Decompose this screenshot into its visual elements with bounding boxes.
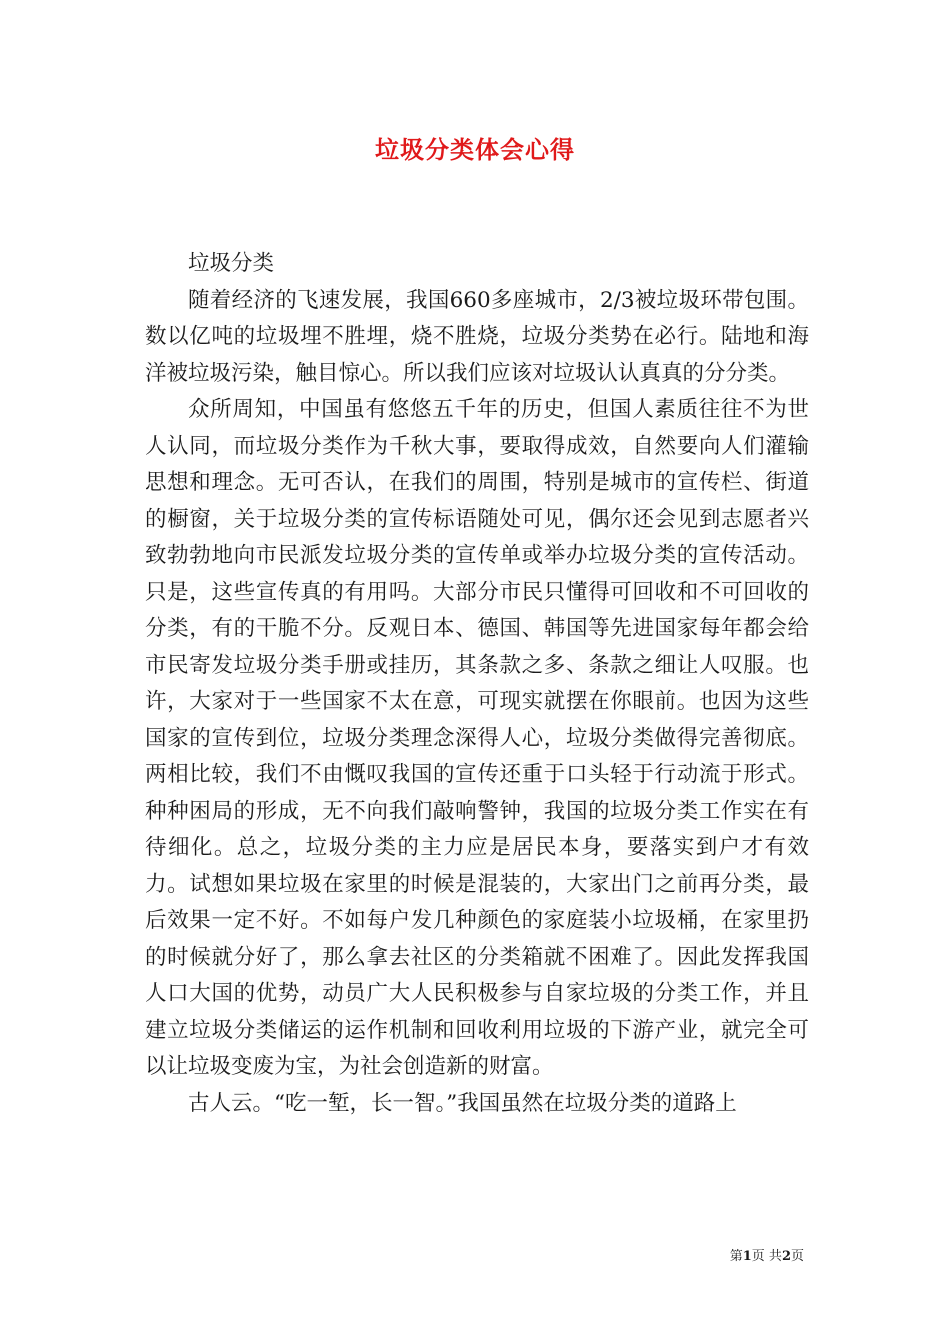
footer-middle: 页 共 — [751, 1249, 782, 1264]
footer-total-pages: 2 — [781, 1249, 791, 1264]
document-body — [145, 246, 809, 1122]
paragraph-heading: 垃圾分类 — [188, 251, 275, 276]
paragraph-closing: 古人云。“吃一堑，长一智。”我国虽然在垃圾分类的道路上 — [188, 1090, 737, 1116]
document-title: 垃圾分类体会心得 — [375, 135, 575, 164]
footer-current-page: 1 — [742, 1249, 752, 1264]
paragraph-intro: 随着经济的飞速发展，我国660多座城市，2/3被垃圾环带包围。数以亿吨的垃圾埋不胜埋，烧不胜烧，垃圾分类势在必行。陆地和海洋被垃圾污染，触目惊心。所以我们应该对垃圾认认真真的分分类。 — [145, 287, 809, 386]
footer-prefix: 第 — [729, 1249, 743, 1264]
page-number-footer — [730, 1245, 804, 1264]
paragraph-main: 众所周知，中国虽有悠悠五千年的历史，但国人素质往往不为世人认同，而垃圾分类作为千秋大事，要取得成效，自然要向人们灌输思想和理念。无可否认，在我们的周围，特别是城市的宣传栏、街道的橱窗，关于垃圾分类的宣传标语随处可见，偶尔还会见到志愿者兴致勃勃地向市民派发垃圾分类的宣传单或举办垃圾分类的宣传活动。只是，这些宣传真的有用吗。大部分市民只懂得可回收和不可回收的分类，有的干脆不分。反观日本、德国、韩国等先进国家每年都会给市民寄发垃圾分类手册或挂历，其条款之多、条款之细让人叹服。也许，大家对于一些国家不太在意，可现实就摆在你眼前。也因为这些国家的宣传到位，垃圾分类理念深得人心，垃圾分类做得完善彻底。两相比较，我们不由慨叹我国的宣传还重于口头轻于行动流于形式。种种困局的形成，无不向我们敲响警钟，我国的垃圾分类工作实在有待细化。总之，垃圾分类的主力应是居民本身，要落实到户才有效力。试想如果垃圾在家里的时候是混装的，大家出门之前再分类，最后效果一定不好。不如每户发几种颜色的家庭装小垃圾桶，在家里扔的时候就分好了，那么拿去社区的分类箱就不困难了。因此发挥我国人口大国的优势，动员广大人民积极参与自家垃圾的分类工作，并且建立垃圾分类储运的运作机制和回收利用垃圾的下游产业，就完全可以让垃圾变废为宝，为社会创造新的财富。 — [145, 397, 809, 1079]
footer-suffix: 页 — [790, 1249, 804, 1264]
